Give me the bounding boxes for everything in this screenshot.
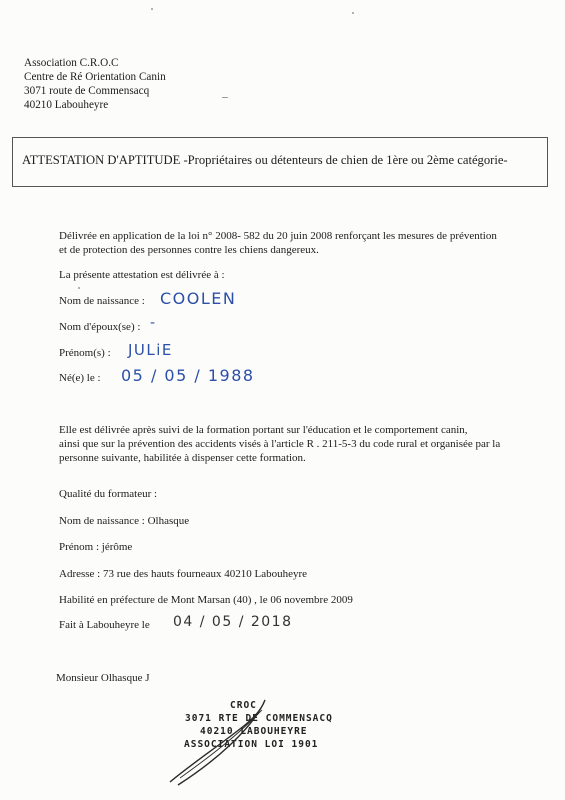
- trainer-heading: Qualité du formateur :: [59, 488, 158, 500]
- trainer-first-name: Prénom : jérôme: [59, 541, 133, 553]
- spouse-name-value: -: [150, 315, 157, 331]
- delivered-to-text: La présente attestation est délivrée à :: [59, 269, 225, 281]
- document-title: ATTESTATION D'APTITUDE -Propriétaires ou détenteurs de chien de 1ère ou 2ème catégorie-: [22, 153, 508, 167]
- signatory-name: Monsieur Olhasque J: [56, 672, 150, 684]
- done-at-date: 04 / 05 / 2018: [173, 614, 293, 630]
- done-at-label: Fait à Labouheyre le: [59, 619, 150, 631]
- training-line-2: ainsi que sur la prévention des accidents visés à l'article R . 211-5-3 du code rural et organisée par la: [59, 438, 501, 450]
- training-line-1: Elle est délivrée après suivi de la formation portant sur l'éducation et le comportement canin,: [59, 424, 468, 436]
- born-value: 05 / 05 / 1988: [121, 366, 255, 385]
- training-line-3: personne suivante, habilitée à dispenser cette formation.: [59, 452, 306, 464]
- stamp-line-1: CROC: [230, 700, 257, 711]
- sender-city: 40210 Labouheyre: [24, 99, 109, 111]
- stamp-line-3: 40210 LABOUHEYRE: [200, 726, 308, 737]
- sender-name: Association C.R.O.C: [24, 57, 119, 69]
- stamp-line-2: 3071 RTE DE COMMENSACQ: [185, 713, 333, 724]
- trainer-address: Adresse : 73 rue des hauts fourneaux 40210 Labouheyre: [59, 568, 308, 580]
- stamp-line-4: ASSOCIATION LOI 1901: [184, 739, 319, 750]
- intro-line-1: Délivrée en application de la loi n° 2008- 582 du 20 juin 2008 renforçant les mesures de prévention: [59, 230, 497, 242]
- birth-name-label: Nom de naissance :: [59, 295, 145, 307]
- spouse-name-label: Nom d'époux(se) :: [59, 321, 141, 333]
- signature: [150, 690, 290, 790]
- first-name-label: Prénom(s) :: [59, 347, 111, 359]
- trainer-name: Nom de naissance : Olhasque: [59, 515, 190, 527]
- birth-name-value: COOLEN: [160, 289, 237, 308]
- intro-line-2: et de protection des personnes contre les chiens dangereux.: [59, 244, 319, 256]
- born-label: Né(e) le :: [59, 372, 101, 384]
- first-name-value: JULiE: [128, 341, 173, 359]
- sender-subtitle: Centre de Ré Orientation Canin: [24, 71, 166, 83]
- sender-street: 3071 route de Commensacq: [24, 85, 150, 97]
- trainer-habilitation: Habilité en préfecture de Mont Marsan (40) , le 06 novembre 2009: [59, 594, 353, 606]
